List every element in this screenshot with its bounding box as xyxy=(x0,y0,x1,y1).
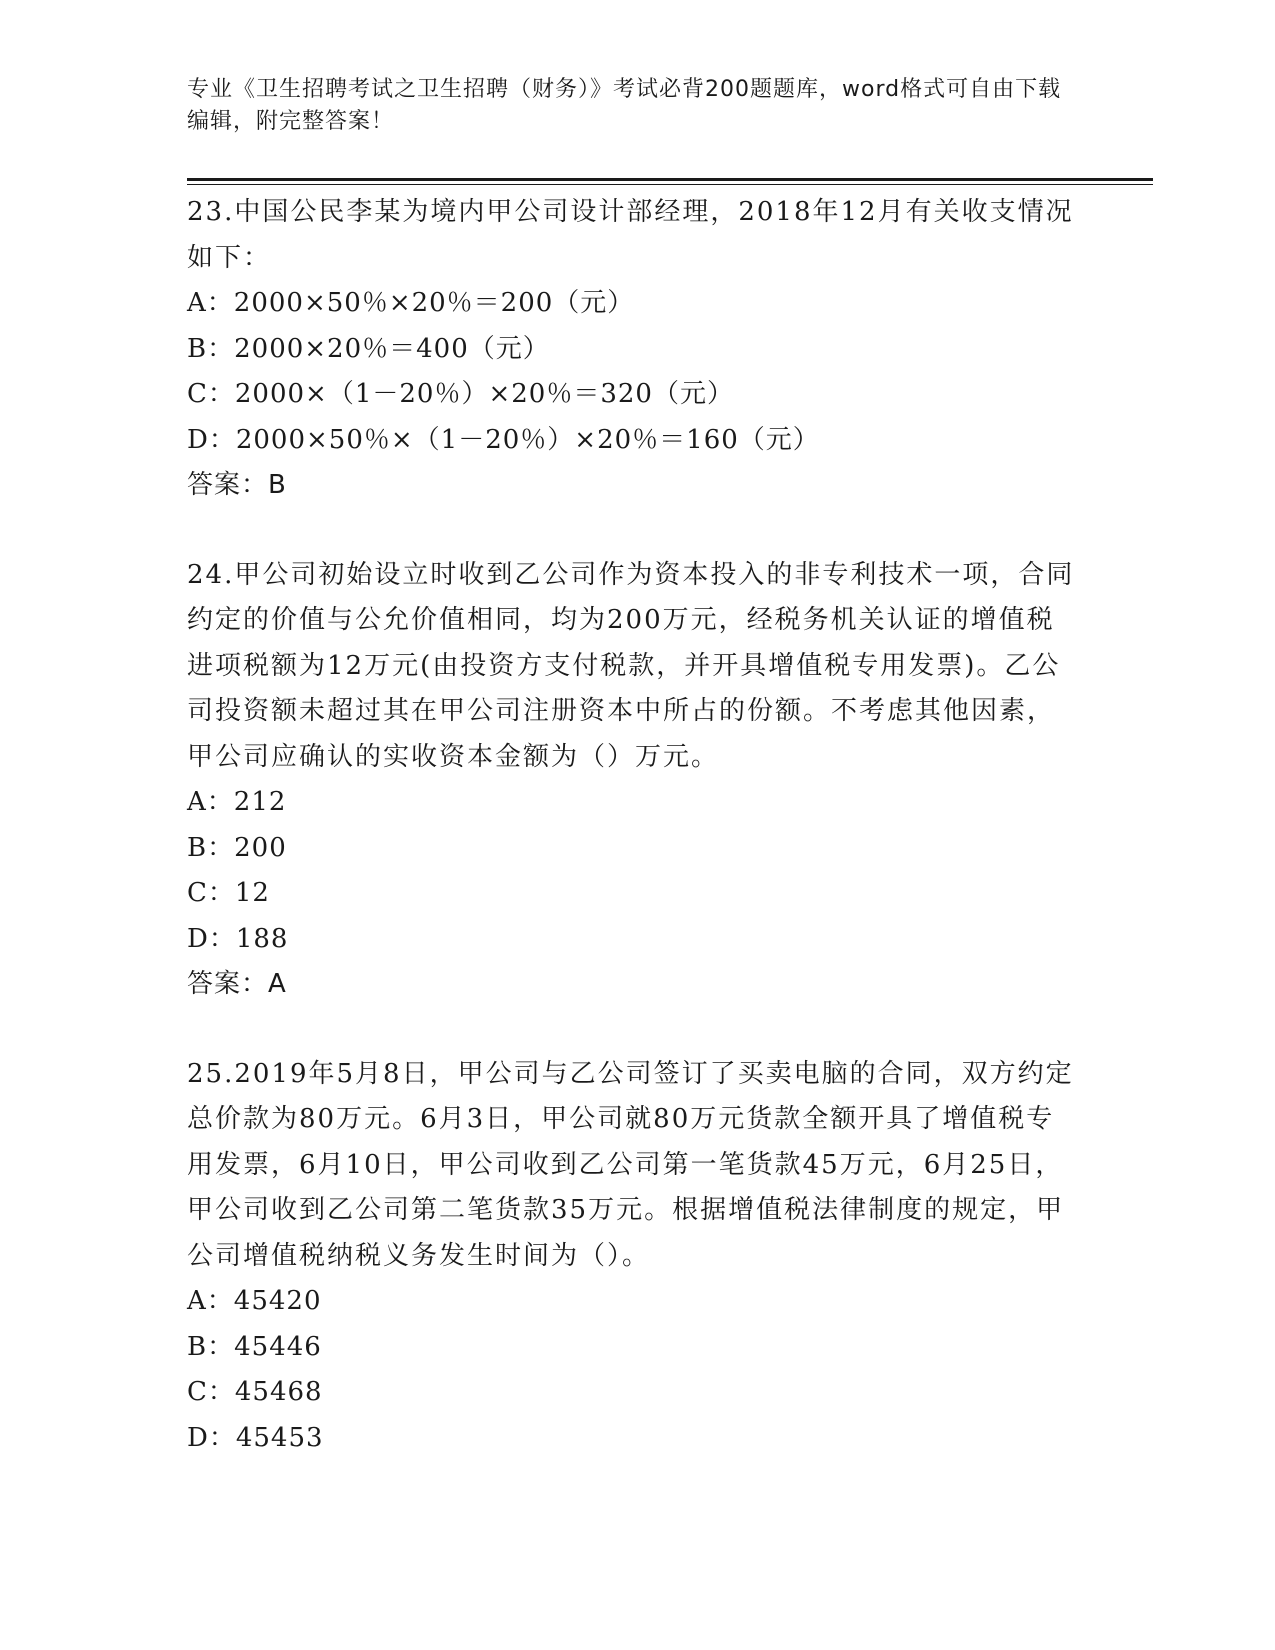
answer-line: 答案：A xyxy=(187,969,287,999)
option-c: C：12 xyxy=(187,878,270,908)
option-b: B：200 xyxy=(187,832,287,863)
document-header: 专业《卫生招聘考试之卫生招聘（财务）》考试必背200题题库，word格式可自由下载编辑，附完整答案！ xyxy=(187,77,1062,134)
question-list xyxy=(187,190,1087,1461)
option-a: A：2000×50％×20％＝200（元） xyxy=(187,288,635,318)
option-d: D：2000×50％×（1－20％）×20％＝160（元） xyxy=(187,424,820,455)
option-b: B：45446 xyxy=(187,1331,322,1362)
question-spacer xyxy=(187,509,1087,553)
option-d: D：45453 xyxy=(187,1422,324,1453)
header-divider-thick xyxy=(187,178,1153,181)
header-divider-thin xyxy=(187,184,1153,185)
question-23 xyxy=(187,190,1087,509)
answer-line: 答案：B xyxy=(187,470,287,500)
option-c: C：45468 xyxy=(187,1377,323,1407)
question-stem: 24.甲公司初始设立时收到乙公司作为资本投入的非专利技术一项，合同约定的价值与公允价值相同，均为200万元，经税务机关认证的增值税进项税额为12万元(由投资方支付税款，并开具增值税专用发票)。乙公司投资额未超过其在甲公司注册资本中所占的份额。不考虑其他因素，甲公司应确认的实收资本金额为（）万元。 xyxy=(187,559,1075,772)
question-stem: 23.中国公民李某为境内甲公司设计部经理，2018年12月有关收支情况如下： xyxy=(187,197,1074,273)
option-a: A：45420 xyxy=(187,1286,322,1316)
option-a: A：212 xyxy=(187,787,287,817)
question-stem: 25.2019年5月8日，甲公司与乙公司签订了买卖电脑的合同，双方约定总价款为80万元。6月3日，甲公司就80万元货款全额开具了增值税专用发票，6月10日，甲公司收到乙公司第一笔货款45万元，6月25日，甲公司收到乙公司第二笔货款35万元。根据增值税法律制度的规定，甲公司增值税纳税义务发生时间为（）。 xyxy=(187,1058,1074,1271)
option-b: B：2000×20％＝400（元） xyxy=(187,333,550,364)
option-d: D：188 xyxy=(187,923,289,954)
question-24 xyxy=(187,553,1087,1008)
question-25 xyxy=(187,1052,1087,1462)
question-spacer xyxy=(187,1008,1087,1052)
option-c: C：2000×（1－20％）×20％＝320（元） xyxy=(187,379,734,409)
